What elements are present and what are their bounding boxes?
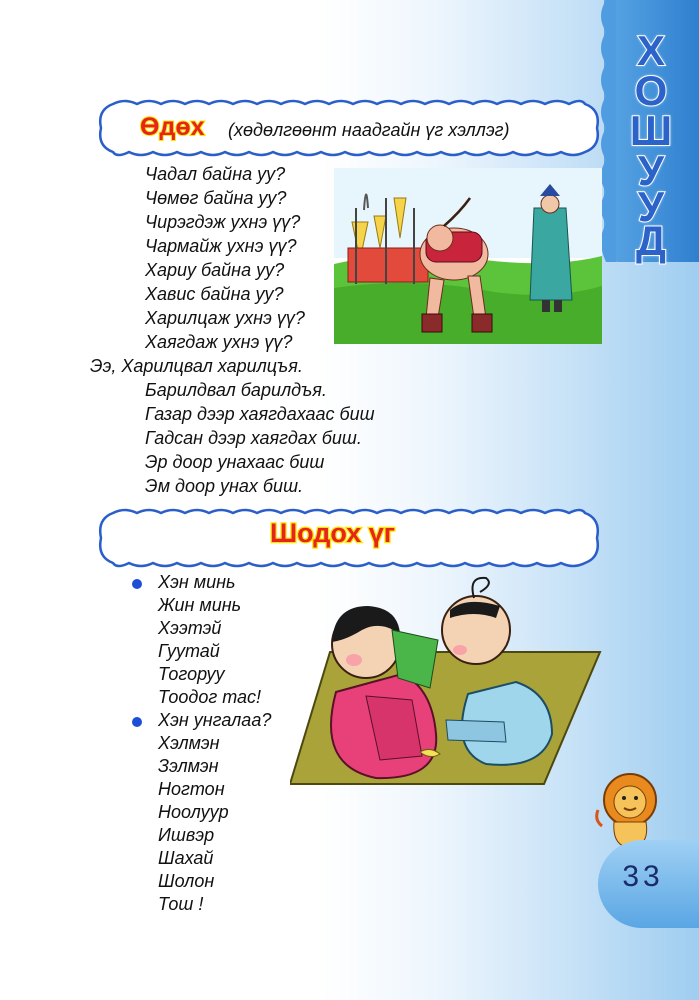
section-1-title: Өдөх	[140, 113, 205, 141]
poem-1-line: Гадсан дээр хаягдах биш.	[145, 428, 362, 448]
poem-1-line: Чармайж ухнэ үү?	[145, 236, 297, 256]
poem-2-line: Тоодог тас!	[158, 687, 262, 707]
poem-2-line: Тогоруу	[158, 664, 225, 684]
bullet-icon	[132, 717, 142, 727]
tab-letter-3: Ш	[629, 107, 673, 154]
poem-2-line: Ноолуур	[158, 802, 229, 822]
poem-1-line: Газар дээр хаягдахаас биш	[145, 404, 375, 424]
lion-mascot-illustration	[594, 770, 666, 850]
poem-2-line: Ишвэр	[158, 825, 215, 845]
poem-1-line: Чөмөг байна уу?	[145, 188, 287, 208]
poem-2-line: Хээтэй	[158, 618, 222, 638]
bullet-icon	[132, 579, 142, 589]
tab-letter-2: О	[634, 67, 668, 114]
tab-letter-1: Х	[636, 27, 665, 74]
poem-2-line: Хэн минь	[158, 572, 236, 592]
poem-1-line: Чирэгдэж ухнэ үү?	[145, 212, 301, 232]
poem-1-line: Чадал байна уу?	[145, 164, 286, 184]
tab-letter-4: У	[637, 147, 665, 194]
poem-2-line: Шахай	[158, 848, 214, 868]
poem-2-line: Гуутай	[158, 641, 220, 661]
poem-1-line: Хаягдаж ухнэ үү?	[145, 332, 293, 352]
page-number: 33	[622, 860, 664, 893]
poem-2-line: Шолон	[158, 871, 215, 891]
poem-1-line: Эр доор унахаас биш	[145, 452, 325, 472]
section-2-title: Шодох үг	[270, 518, 396, 548]
poem-1-line: Харилцаж ухнэ үү?	[145, 308, 305, 328]
poem-1-line: Барилдвал барилдъя.	[145, 380, 327, 400]
poem-1-line: Хариу байна уу?	[145, 260, 285, 280]
section-1-subtitle: (хөдөлгөөнт наадгайн үг хэллэг)	[228, 120, 510, 140]
poem-1-line: Ээ, Харилцвал харилцъя.	[90, 356, 303, 376]
children-game-illustration	[290, 570, 614, 790]
poem-2-line: Хэн унгалаа?	[158, 710, 272, 730]
poem-1-line: Хавис байна уу?	[145, 284, 284, 304]
poem-2-line: Зэлмэн	[158, 756, 219, 776]
poem-2-line: Тош !	[158, 894, 204, 914]
poem-2-line: Жин минь	[158, 595, 242, 615]
poem-2-line: Ногтон	[158, 779, 225, 799]
tab-letter-6: Д	[636, 217, 666, 264]
wrestling-illustration	[334, 168, 602, 344]
poem-2-line: Хэлмэн	[158, 733, 220, 753]
poem-1-line: Эм доор унах биш.	[145, 476, 304, 496]
tab-letter-5: У	[637, 183, 665, 230]
